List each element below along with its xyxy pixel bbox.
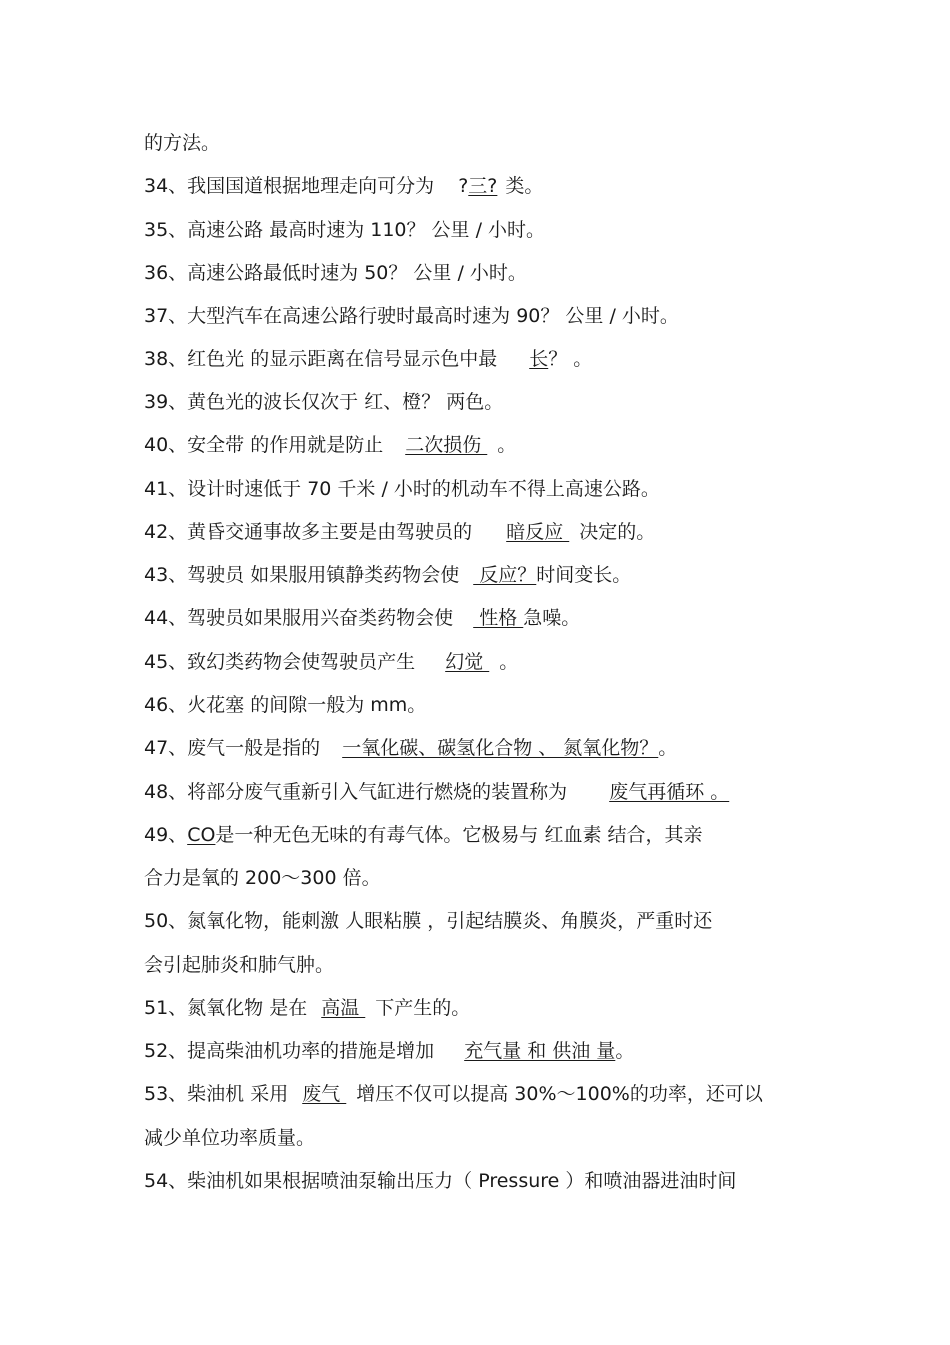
answer-blank: 废气 [302, 1083, 347, 1105]
question-38: 38、红色光 的显示距离在信号显示色中最 长？ 。 [144, 348, 593, 370]
text-line: 的方法。 [144, 132, 221, 154]
question-43: 43、驾驶员 如果服用镇静类药物会使 反应？时间变长。 [144, 564, 632, 586]
text-line: 会引起肺炎和肺气肿。 [144, 954, 335, 976]
answer-blank: 废气再循环 。 [609, 781, 730, 803]
question-45: 45、致幻类药物会使驾驶员产生 幻觉 。 [144, 651, 519, 673]
answer-blank: CO [187, 824, 216, 846]
question-52: 52、提高柴油机功率的措施是增加 充气量 和 供油 量。 [144, 1040, 635, 1062]
question-39: 39、黄色光的波长仅次于 红、橙？ 两色。 [144, 391, 504, 413]
answer-blank: 反应？ [473, 564, 537, 586]
question-44: 44、驾驶员如果服用兴奋类药物会使 性格 急噪。 [144, 607, 581, 629]
answer-blank: 幻觉 [445, 651, 490, 673]
question-54: 54、柴油机如果根据喷油泵输出压力（ Pressure ）和喷油器进油时间 [144, 1170, 737, 1192]
question-51: 51、氮氧化物 是在 高温 下产生的。 [144, 997, 471, 1019]
question-46: 46、火花塞 的间隙一般为 mm。 [144, 694, 427, 716]
answer-blank: 性格 [473, 607, 524, 629]
question-40: 40、安全带 的作用就是防止 二次损伤 。 [144, 434, 517, 456]
answer-blank: 一氧化碳、碳氢化合物 、 氮氧化物？ [342, 737, 659, 759]
answer-blank: 充气量 和 供油 量 [464, 1040, 616, 1062]
answer-blank: 高温 [321, 997, 366, 1019]
question-50: 50、氮氧化物，能刺激 人眼粘膜 ，引起结膜炎、角膜炎，严重时还 [144, 910, 713, 932]
answer-blank: 二次损伤 [405, 434, 488, 456]
question-37: 37、大型汽车在高速公路行驶时最高时速为 90？ 公里 / 小时。 [144, 305, 679, 327]
answer-blank: 长 [529, 348, 549, 370]
question-47: 47、废气一般是指的 一氧化碳、碳氢化合物 、 氮氧化物？。 [144, 737, 678, 759]
question-41: 41、设计时速低于 70 千米 / 小时的机动车不得上高速公路。 [144, 478, 660, 500]
question-49: 49、CO是一种无色无味的有毒气体。它极易与 红血素 结合，其亲 [144, 824, 703, 846]
question-35: 35、高速公路 最高时速为 110？ 公里 / 小时。 [144, 219, 546, 241]
text-line: 合力是氧的 200～300 倍。 [144, 867, 381, 889]
answer-blank: 三? [468, 175, 498, 197]
question-48: 48、将部分废气重新引入气缸进行燃烧的装置称为 废气再循环 。 [144, 781, 730, 803]
question-42: 42、黄昏交通事故多主要是由驾驶员的 暗反应 决定的。 [144, 521, 656, 543]
text-line: 减少单位功率质量。 [144, 1127, 316, 1149]
question-34: 34、我国国道根据地理走向可分为 ?三? 类。 [144, 175, 544, 197]
question-53: 53、柴油机 采用 废气 增压不仅可以提高 30%～100%的功率，还可以 [144, 1083, 763, 1105]
question-36: 36、高速公路最低时速为 50？ 公里 / 小时。 [144, 262, 527, 284]
answer-blank: 暗反应 [506, 521, 570, 543]
